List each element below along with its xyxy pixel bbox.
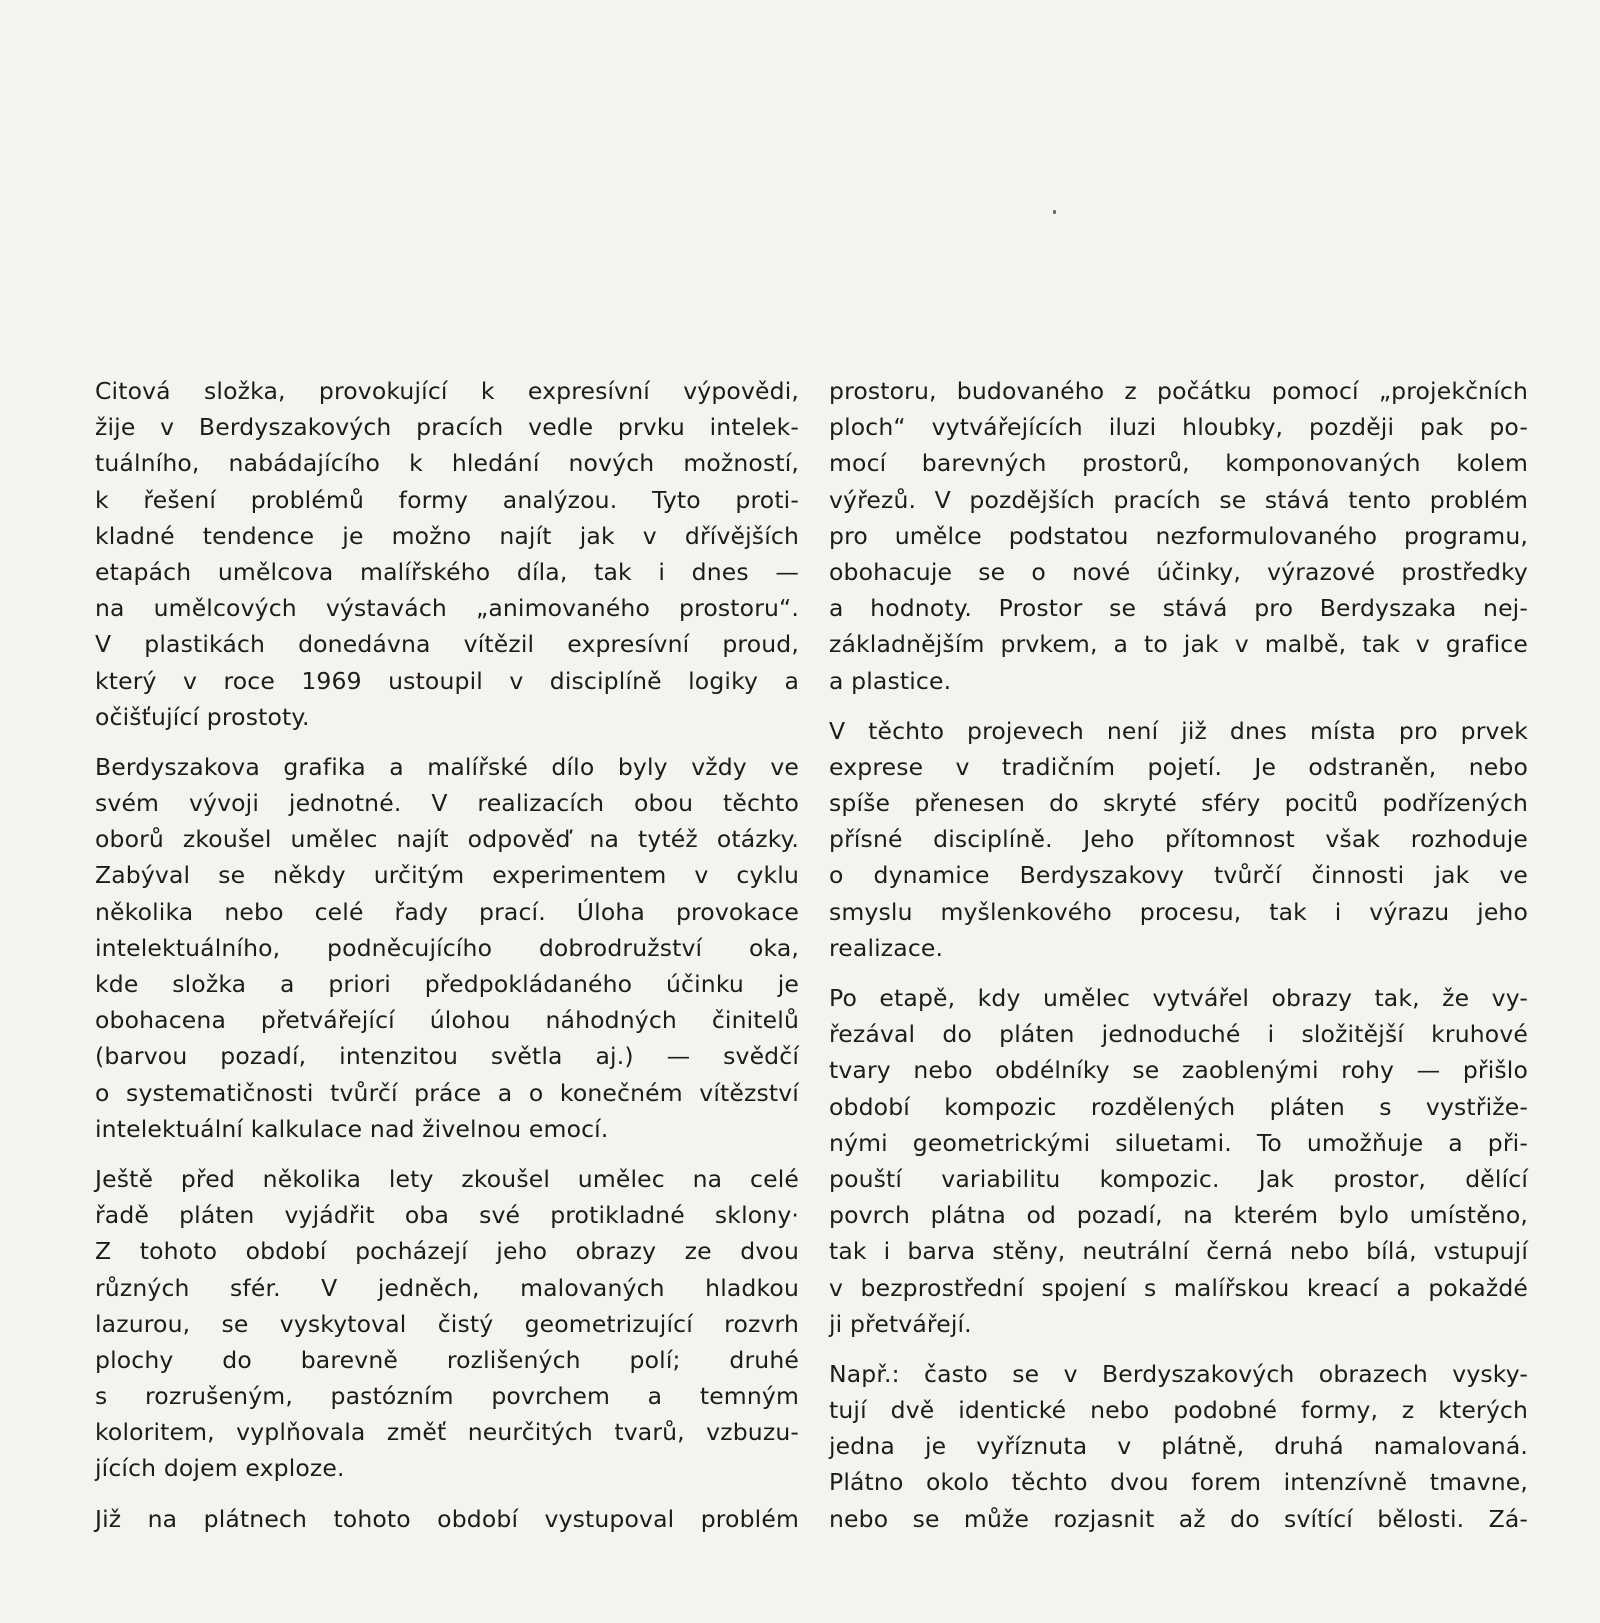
text-line: V plastikách donedávna vítězil expresívní proud,: [95, 630, 799, 659]
text-line: o dynamice Berdyszakovy tvůrčí činnosti jak ve: [829, 861, 1528, 890]
text-line: pro umělce podstatou nezformulovaného programu,: [829, 521, 1528, 550]
text-line: Citová složka, provokující k expresívní výpovědi,: [95, 377, 799, 405]
text-line: (barvou pozadí, intenzitou světla aj.) — svědčí: [95, 1042, 799, 1071]
text-line: tují dvě identické nebo podobné formy, z kterých: [829, 1396, 1528, 1425]
text-line: koloritem, vyplňovala změť neurčitých tvarů, vzbuzu-: [95, 1418, 799, 1447]
text-line: Např.: často se v Berdyszakových obrazech vysky-: [829, 1359, 1528, 1388]
text-line: jedna je vyříznuta v plátně, druhá namalovaná.: [829, 1432, 1528, 1461]
text-line: exprese v tradičním pojetí. Je odstraněn, nebo: [829, 752, 1528, 781]
paragraph: [829, 373, 1528, 699]
text-line: kladné tendence je možno najít jak v dřívějších: [95, 521, 799, 550]
text-line: pouští variabilitu kompozic. Jak prostor, dělící: [829, 1164, 1528, 1193]
text-line: tvary nebo obdélníky se zaoblenými rohy — přišlo: [829, 1056, 1528, 1085]
text-line: základnějším prvkem, a to jak v malbě, tak v grafice: [829, 630, 1528, 659]
paper-speck: [1053, 210, 1056, 214]
text-line: plochy do barevně rozlišených polí; druhé: [95, 1345, 799, 1374]
text-line: Po etapě, kdy umělec vytvářel obrazy tak, že vy-: [829, 984, 1528, 1012]
text-line: Plátno okolo těchto dvou forem intenzívně tmavne,: [829, 1468, 1528, 1497]
text-line: několika nebo celé řady prací. Úloha provokace: [95, 897, 799, 926]
text-line: žije v Berdyszakových pracích vedle prvku intelek-: [95, 413, 799, 442]
text-line: tuálního, nabádajícího k hledání nových možností,: [95, 449, 799, 478]
text-line: kde složka a priori předpokládaného účinku je: [95, 970, 799, 998]
text-line: tak i barva stěny, neutrální černá nebo bílá, vstupují: [829, 1237, 1528, 1266]
text-line: oborů zkoušel umělec najít odpověď na tytéž otázky.: [95, 825, 799, 854]
text-line: nebo se může rozjasnit až do svítící bělosti. Zá-: [829, 1504, 1528, 1533]
text-line: lazurou, se vyskytoval čistý geometrizující rozvrh: [95, 1309, 799, 1338]
text-column-left: [95, 373, 799, 1551]
text-line: řadě pláten vyjádřit oba své protikladné sklony·: [95, 1201, 799, 1230]
text-line: na umělcových výstavách „animovaného prostoru“.: [95, 594, 799, 623]
text-line: přísné disciplíně. Jeho přítomnost však rozhoduje: [829, 825, 1528, 854]
text-line: Již na plátnech tohoto období vystupoval problém: [95, 1504, 799, 1533]
text-line: obohacuje se o nové účinky, výrazové prostředky: [829, 557, 1528, 586]
text-line: intelektuální kalkulace nad živelnou emocí.: [95, 1114, 609, 1143]
text-line: nými geometrickými siluetami. To umožňuje a při-: [829, 1128, 1528, 1157]
text-line: smyslu myšlenkového procesu, tak i výrazu jeho: [829, 897, 1528, 926]
text-line: spíše přenesen do skryté sféry pocitů podřízených: [829, 789, 1528, 818]
text-line: a plastice.: [829, 666, 952, 695]
paragraph: [95, 373, 799, 735]
text-line: který v roce 1969 ustoupil v disciplíně logiky a: [95, 666, 799, 695]
text-line: řezával do pláten jednoduché i složitější kruhové: [829, 1020, 1528, 1049]
text-line: Z tohoto období pocházejí jeho obrazy ze dvou: [95, 1237, 799, 1266]
paragraph: [829, 980, 1528, 1342]
text-line: ploch“ vytvářejících iluzi hloubky, později pak po-: [829, 413, 1528, 442]
text-line: s rozrušeným, pastózním povrchem a temným: [95, 1382, 799, 1411]
text-line: Zabýval se někdy určitým experimentem v cyklu: [95, 861, 799, 890]
text-column-right: [829, 373, 1528, 1551]
text-line: V těchto projevech není již dnes místa pro prvek: [829, 716, 1528, 745]
text-line: obohacena přetvářející úlohou náhodných činitelů: [95, 1006, 799, 1035]
text-line: v bezprostřední spojení s malířskou kreací a pokaždé: [829, 1273, 1528, 1302]
text-line: období kompozic rozdělených pláten s vystřiže-: [829, 1092, 1528, 1121]
text-line: povrch plátna od pozadí, na kterém bylo umístěno,: [829, 1201, 1528, 1230]
text-line: Berdyszakova grafika a malířské dílo byly vždy ve: [95, 752, 799, 781]
paragraph: [95, 749, 799, 1147]
paragraph: [95, 1501, 799, 1537]
paragraph: [829, 713, 1528, 966]
text-line: ji přetvářejí.: [829, 1309, 972, 1338]
text-line: výřezů. V pozdějších pracích se stává tento problém: [829, 485, 1528, 514]
text-line: intelektuálního, podněcujícího dobrodružství oka,: [95, 933, 799, 962]
text-line: a hodnoty. Prostor se stává pro Berdyszaka nej-: [829, 594, 1528, 623]
text-line: různých sfér. V jedněch, malovaných hladkou: [95, 1273, 799, 1302]
text-line: jících dojem exploze.: [95, 1454, 345, 1483]
text-line: svém vývoji jednotné. V realizacích obou těchto: [95, 789, 799, 818]
text-line: Ještě před několika lety zkoušel umělec na celé: [95, 1164, 799, 1193]
text-line: etapách umělcova malířského díla, tak i dnes —: [95, 557, 799, 586]
text-line: mocí barevných prostorů, komponovaných kolem: [829, 449, 1528, 478]
text-line: očišťující prostoty.: [95, 702, 310, 731]
paragraph: [95, 1161, 799, 1487]
text-line: k řešení problémů formy analýzou. Tyto proti-: [95, 485, 799, 514]
text-line: prostoru, budovaného z počátku pomocí „projekčních: [829, 377, 1528, 405]
text-line: o systematičnosti tvůrčí práce a o konečném vítězství: [95, 1078, 799, 1107]
paragraph: [829, 1356, 1528, 1537]
text-line: realizace.: [829, 933, 944, 962]
